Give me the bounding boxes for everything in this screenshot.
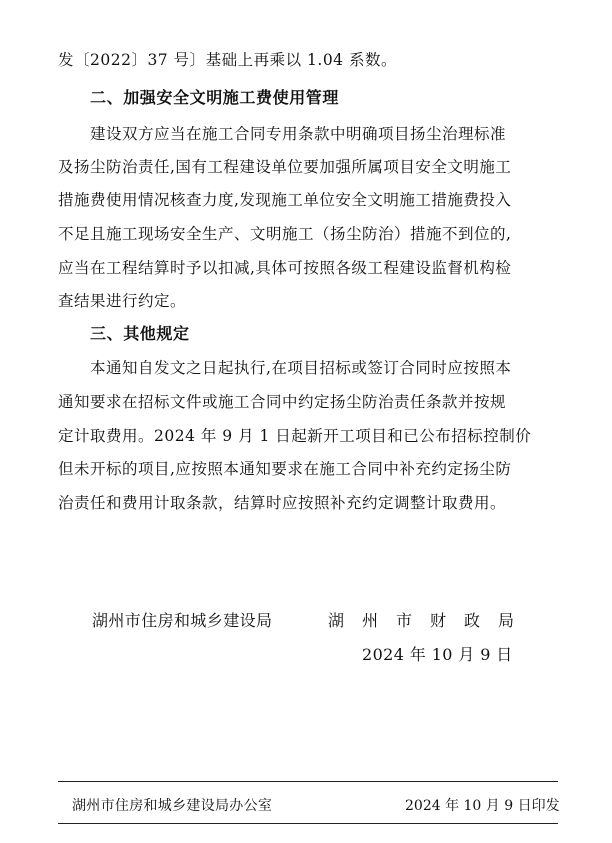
- section-heading-2: 二、加强安全文明施工费使用管理: [90, 88, 340, 107]
- paragraph-line: 建设双方应当在施工合同专用条款中明确项目扬尘治理标准: [90, 125, 507, 143]
- paragraph-line: 及扬尘防治责任,国有工程建设单位要加强所属项目安全文明施工: [58, 158, 512, 176]
- paragraph-line: 应当在工程结算时予以扣减,具体可按照各级工程建设监督机构检: [58, 259, 512, 277]
- paragraph-line: 查结果进行约定。: [58, 292, 187, 310]
- paragraph-line: 通知要求在招标文件或施工合同中约定扬尘防治责任条款并按规: [58, 393, 507, 411]
- paragraph-line: 发〔2022〕37 号〕基础上再乘以 1.04 系数。: [58, 51, 397, 69]
- paragraph-line: 定计取费用。2024 年 9 月 1 日起新开工项目和已公布招标控制价: [58, 427, 532, 445]
- paragraph-line: 但未开标的项目,应按照本通知要求在施工合同中补充约定扬尘防: [58, 460, 512, 478]
- footer-office: 湖州市住房和城乡建设局办公室: [72, 798, 273, 814]
- footer-bottom-rule: [58, 823, 558, 824]
- paragraph-line: 措施费使用情况核查力度,发现施工单位安全文明施工措施费投入: [58, 191, 512, 209]
- paragraph-line: 治责任和费用计取条款，结算时应按照补充约定调整计取费用。: [58, 494, 507, 512]
- issuer-housing-bureau: 湖州市住房和城乡建设局: [92, 611, 273, 630]
- paragraph-line: 不足且施工现场安全生产、文明施工（扬尘防治）措施不到位的,: [58, 225, 512, 243]
- paragraph-line: 本通知自发文之日起执行,在项目招标或签订合同时应按照本: [90, 359, 512, 377]
- footer-print-date: 2024 年 10 月 9 日印发: [405, 798, 560, 814]
- section-heading-3: 三、其他规定: [90, 324, 190, 343]
- issuer-finance-bureau: 湖 州 市 财 政 局: [328, 611, 516, 630]
- footer-top-rule: [58, 781, 558, 782]
- issue-date: 2024 年 10 月 9 日: [362, 645, 513, 664]
